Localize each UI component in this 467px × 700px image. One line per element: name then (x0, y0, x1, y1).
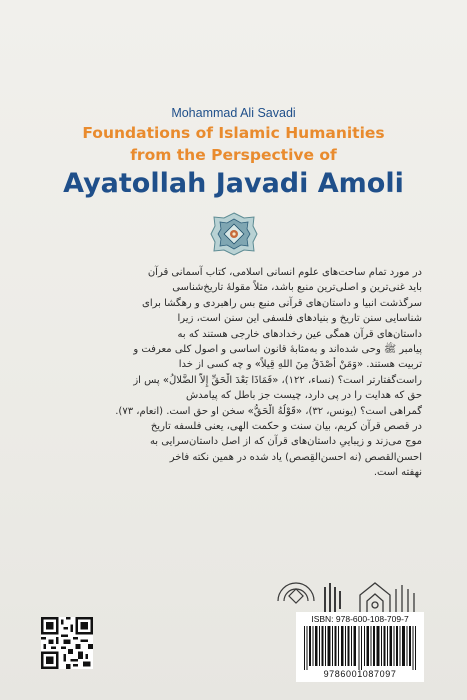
barcode-number: 9786001087097 (323, 669, 397, 679)
title-line-3: Ayatollah Javadi Amoli (63, 168, 404, 199)
author-name: Mohammad Ali Savadi (171, 106, 296, 120)
body-line: در قصص قرآن کریم، بیان سنت و حکمت الهی، یعنی فلسفه تاریخ (150, 421, 422, 433)
body-line: راست‌گفتارتر است؟ (نساء، ۱۲۲)، «فَمَاذَا بَعْدَ الْحَقِّ إِلاَّ الضَّلالُ» پس از (133, 374, 422, 386)
body-line: حق که هدایت را در پی دارد، چیست جز باطل که پیامدش (185, 390, 422, 402)
body-line: باید غنی‌ترین و اصلی‌ترین منبع باشد، مثلاً مقولهٔ تاریخ‌شناسی (172, 282, 422, 294)
body-line: موج می‌زند و زیباییِ داستان‌های قرآن که از اصل داستان‌سرایی به (149, 436, 422, 448)
body-line: شناسایی سنن تاریخ و بنیادهای فلسفی این سنن است، زیرا (177, 313, 422, 325)
body-line: سرگذشت انبیا و داستان‌های قرآنی منبع بس راهبردی و رهگشا برای (142, 297, 422, 309)
isbn-label: ISBN: 978-600-108-709-7 (311, 614, 409, 624)
body-line: داستان‌های قرآن همگی عین رخدادهای خارجی هستند که به (177, 328, 422, 340)
body-line: گمراهی است؟ (یونس، ۳۲)، «قَوْلُهُ الْحَقُّ» سخن او حق است. (انعام، ۷۳). (115, 405, 422, 417)
barcode-icon (304, 626, 416, 670)
body-line: تربیت هستند. «وَمَنْ أَصْدَقُ مِنَ اللهِ قِيلاً» و چه کسی از خدا (178, 359, 422, 371)
body-line: در مورد تمام ساحت‌های علوم انسانی اسلامی، کتاب آسمانی قرآن (147, 267, 422, 278)
title-line-1: Foundations of Islamic Humanities (82, 124, 385, 142)
barcode-block (296, 612, 424, 682)
body-text (46, 265, 422, 481)
qr-code-icon (41, 617, 93, 669)
body-line: پیامبر ﷺ وحی شده‌اند و به‌مثابهٔ قانون اساسی و اصول کلی معرفت و (133, 344, 422, 356)
ornament-icon (210, 212, 258, 256)
body-line: نهفته است. (373, 467, 422, 479)
body-line: احسن‌القصص (نه احسن‌القِصص) یاد شده در همین نکته فاخر (169, 451, 422, 463)
title-line-2: from the Perspective of (130, 146, 337, 164)
